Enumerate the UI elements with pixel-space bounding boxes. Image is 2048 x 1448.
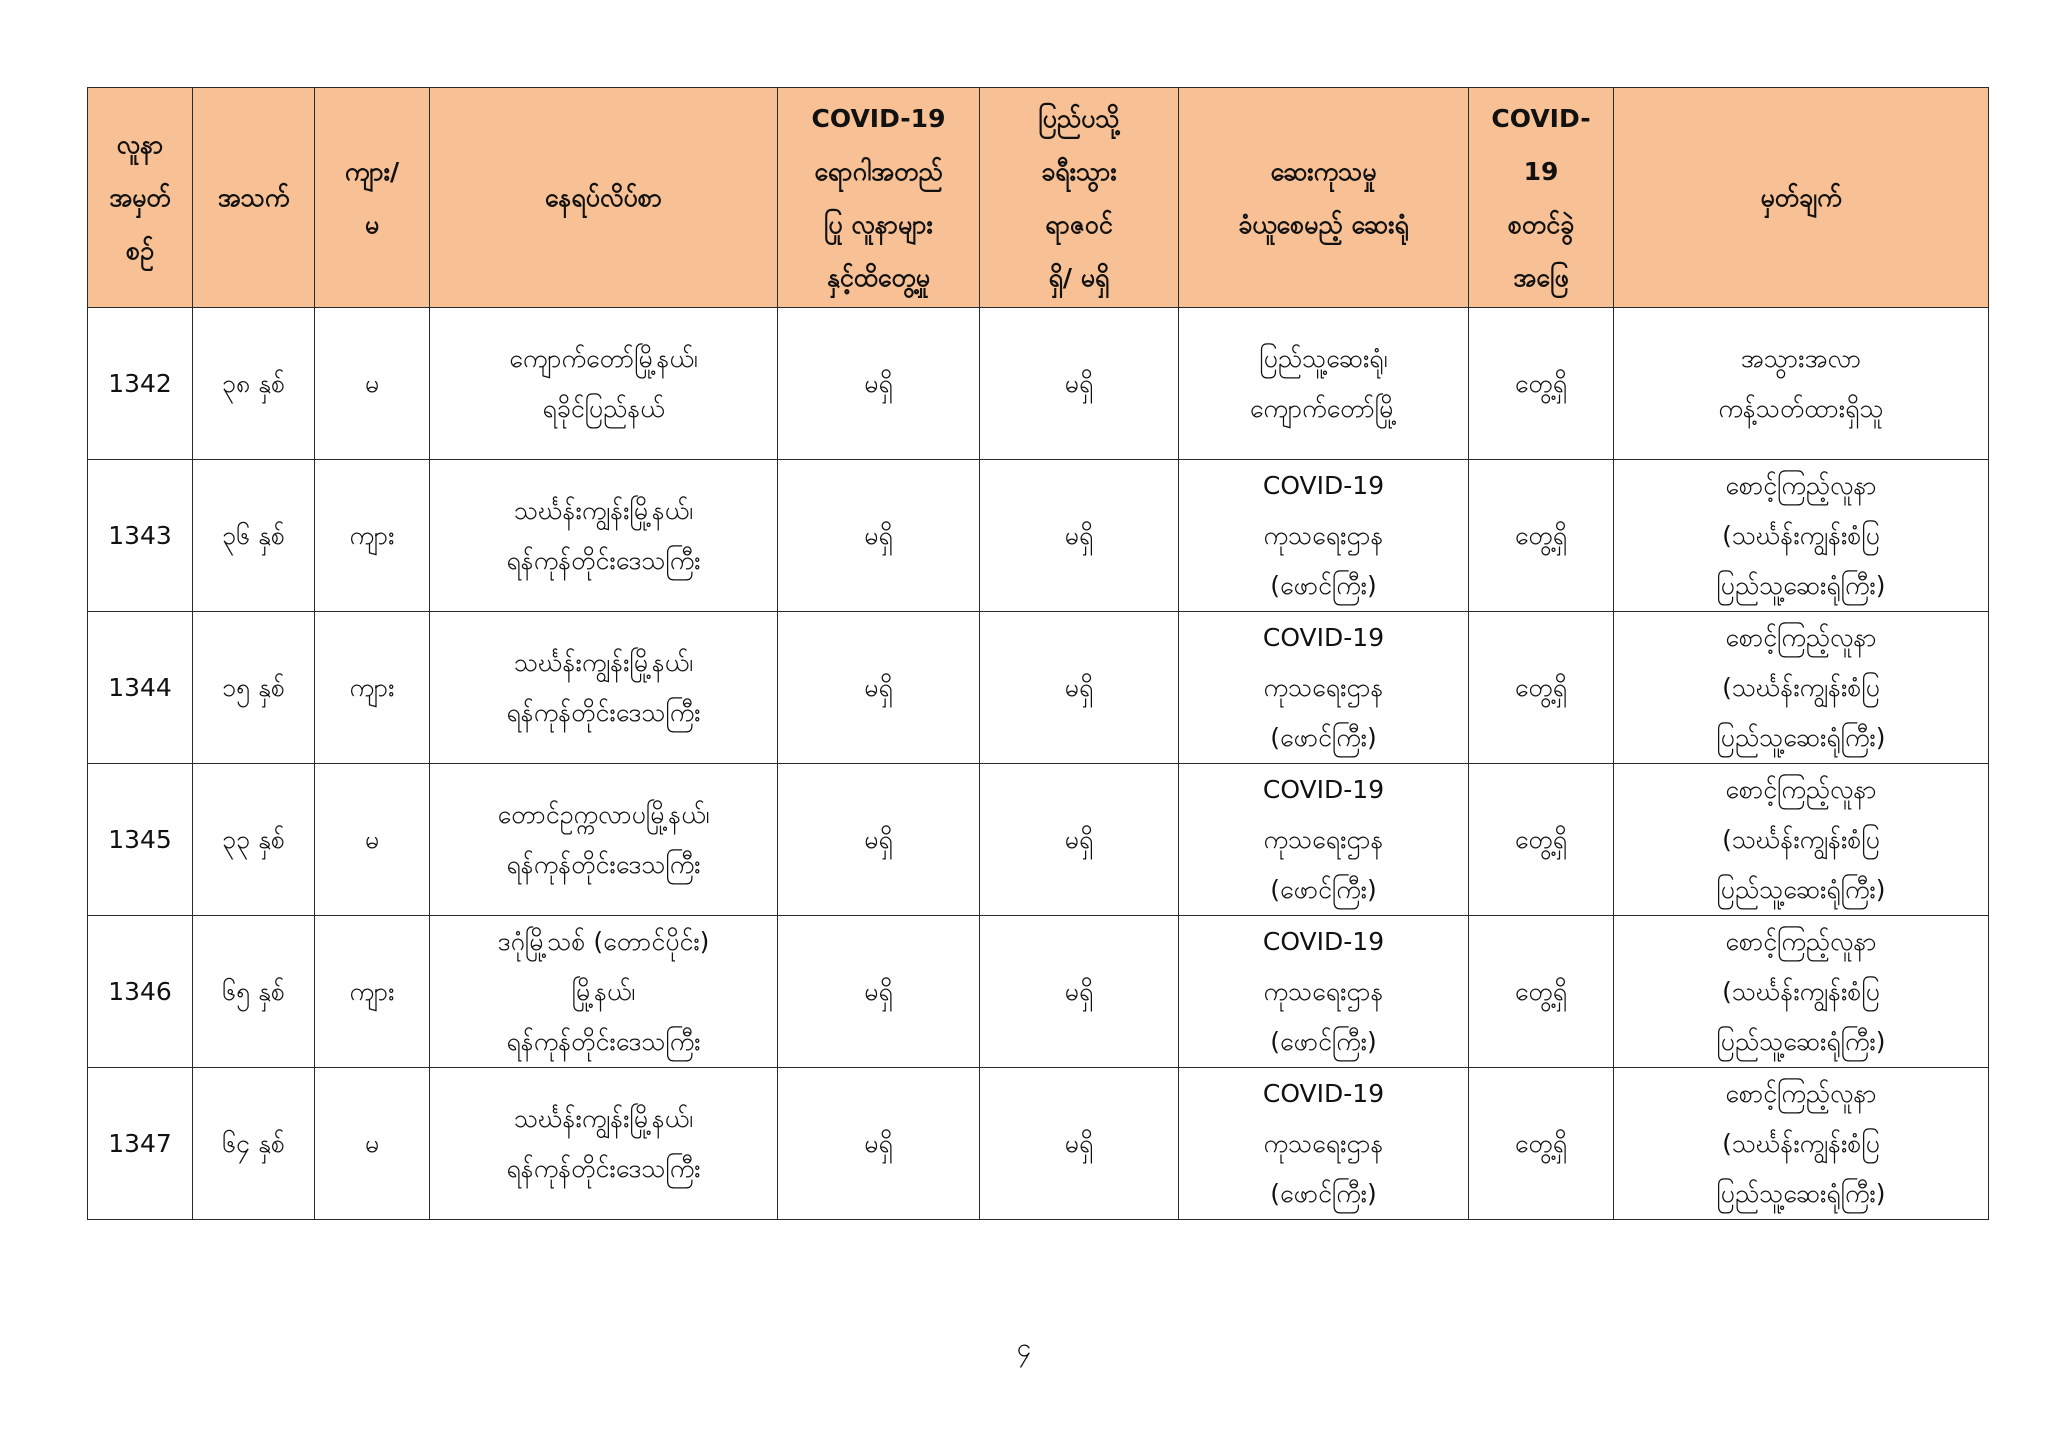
cell-sex: မ xyxy=(315,308,430,460)
cell-contact: မရှိ xyxy=(778,460,980,612)
cell-contact: မရှိ xyxy=(778,308,980,460)
cell-address: သင်္ဃန်းကျွန်းမြို့နယ်၊ ရန်ကုန်တိုင်းဒေသကြီး xyxy=(430,460,778,612)
cell-sex: ကျား xyxy=(315,916,430,1068)
cell-remarks: စောင့်ကြည့်လူနာ (သင်္ဃန်းကျွန်းစံပြ ပြည်သူ့ဆေးရုံကြီး) xyxy=(1614,612,1989,764)
cell-remarks: အသွားအလာ ကန့်သတ်ထားရှိသူ xyxy=(1614,308,1989,460)
header-remarks: မှတ်ချက် xyxy=(1614,88,1989,308)
table-header-row xyxy=(88,88,1989,308)
table-row xyxy=(88,764,1989,916)
table-row xyxy=(88,1068,1989,1220)
cell-travel: မရှိ xyxy=(980,764,1179,916)
header-treatment-hospital: ဆေးကုသမှု ခံယူစေမည့် ဆေးရုံ xyxy=(1179,88,1469,308)
cell-hospital: COVID-19 ကုသရေးဌာန (ဖောင်ကြီး) xyxy=(1179,460,1469,612)
cell-result: တွေ့ရှိ xyxy=(1469,916,1614,1068)
header-contact-with-confirmed: COVID-19 ရောဂါအတည် ပြု လူနာများ နှင့်ထိတွေ့မှု xyxy=(778,88,980,308)
cell-contact: မရှိ xyxy=(778,916,980,1068)
cell-age: ၃၃ နှစ် xyxy=(193,764,315,916)
cell-hospital: COVID-19 ကုသရေးဌာန (ဖောင်ကြီး) xyxy=(1179,1068,1469,1220)
cell-sex: မ xyxy=(315,764,430,916)
cell-patient-number: 1342 xyxy=(88,308,193,460)
header-travel-history: ပြည်ပသို့ ခရီးသွား ရာဇဝင် ရှိ/ မရှိ xyxy=(980,88,1179,308)
cell-contact: မရှိ xyxy=(778,612,980,764)
cell-address: ကျောက်တော်မြို့နယ်၊ ရခိုင်ပြည်နယ် xyxy=(430,308,778,460)
header-test-result: COVID- 19 စတင်ခွဲ အဖြေ xyxy=(1469,88,1614,308)
cell-travel: မရှိ xyxy=(980,916,1179,1068)
cell-address: သင်္ဃန်းကျွန်းမြို့နယ်၊ ရန်ကုန်တိုင်းဒေသကြီး xyxy=(430,1068,778,1220)
cell-result: တွေ့ရှိ xyxy=(1469,1068,1614,1220)
cell-hospital: ပြည်သူ့ဆေးရုံ၊ ကျောက်တော်မြို့ xyxy=(1179,308,1469,460)
cell-result: တွေ့ရှိ xyxy=(1469,764,1614,916)
header-patient-number: လူနာ အမှတ် စဉ် xyxy=(88,88,193,308)
cell-remarks: စောင့်ကြည့်လူနာ (သင်္ဃန်းကျွန်းစံပြ ပြည်သူ့ဆေးရုံကြီး) xyxy=(1614,916,1989,1068)
header-address: နေရပ်လိပ်စာ xyxy=(430,88,778,308)
cell-sex: မ xyxy=(315,1068,430,1220)
cell-contact: မရှိ xyxy=(778,764,980,916)
header-sex: ကျား/ မ xyxy=(315,88,430,308)
cell-hospital: COVID-19 ကုသရေးဌာန (ဖောင်ကြီး) xyxy=(1179,764,1469,916)
cell-result: တွေ့ရှိ xyxy=(1469,308,1614,460)
cell-age: ၆၅ နှစ် xyxy=(193,916,315,1068)
cell-contact: မရှိ xyxy=(778,1068,980,1220)
cell-address: တောင်ဥက္ကလာပမြို့နယ်၊ ရန်ကုန်တိုင်းဒေသကြီး xyxy=(430,764,778,916)
table-row xyxy=(88,308,1989,460)
cell-age: ၃၆ နှစ် xyxy=(193,460,315,612)
cell-sex: ကျား xyxy=(315,612,430,764)
cell-address: သင်္ဃန်းကျွန်းမြို့နယ်၊ ရန်ကုန်တိုင်းဒေသကြီး xyxy=(430,612,778,764)
page-number: ၄ xyxy=(1016,1333,1032,1363)
cell-patient-number: 1344 xyxy=(88,612,193,764)
cell-patient-number: 1343 xyxy=(88,460,193,612)
cell-result: တွေ့ရှိ xyxy=(1469,612,1614,764)
cell-address: ဒဂုံမြို့သစ် (တောင်ပိုင်း) မြို့နယ်၊ ရန်ကုန်တိုင်းဒေသကြီး xyxy=(430,916,778,1068)
header-age: အသက် xyxy=(193,88,315,308)
covid-cases-table xyxy=(87,87,1989,1220)
cell-patient-number: 1347 xyxy=(88,1068,193,1220)
cell-age: ၆၄ နှစ် xyxy=(193,1068,315,1220)
cell-age: ၃၈ နှစ် xyxy=(193,308,315,460)
cell-hospital: COVID-19 ကုသရေးဌာန (ဖောင်ကြီး) xyxy=(1179,916,1469,1068)
cell-age: ၁၅ နှစ် xyxy=(193,612,315,764)
cell-travel: မရှိ xyxy=(980,460,1179,612)
cell-patient-number: 1345 xyxy=(88,764,193,916)
table-row xyxy=(88,916,1989,1068)
cell-hospital: COVID-19 ကုသရေးဌာန (ဖောင်ကြီး) xyxy=(1179,612,1469,764)
cell-remarks: စောင့်ကြည့်လူနာ (သင်္ဃန်းကျွန်းစံပြ ပြည်သူ့ဆေးရုံကြီး) xyxy=(1614,460,1989,612)
cell-patient-number: 1346 xyxy=(88,916,193,1068)
table-row xyxy=(88,612,1989,764)
cell-remarks: စောင့်ကြည့်လူနာ (သင်္ဃန်းကျွန်းစံပြ ပြည်သူ့ဆေးရုံကြီး) xyxy=(1614,764,1989,916)
cell-travel: မရှိ xyxy=(980,308,1179,460)
cell-travel: မရှိ xyxy=(980,612,1179,764)
cell-result: တွေ့ရှိ xyxy=(1469,460,1614,612)
cell-sex: ကျား xyxy=(315,460,430,612)
cell-remarks: စောင့်ကြည့်လူနာ (သင်္ဃန်းကျွန်းစံပြ ပြည်သူ့ဆေးရုံကြီး) xyxy=(1614,1068,1989,1220)
table-row xyxy=(88,460,1989,612)
cell-travel: မရှိ xyxy=(980,1068,1179,1220)
